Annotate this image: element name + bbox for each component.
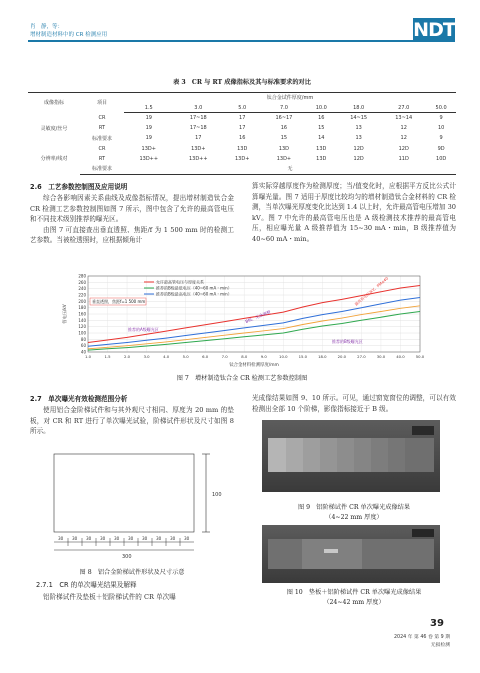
figure9-caption-line2: （4~22 mm 厚度） bbox=[325, 514, 383, 521]
x-tick-label: 2.0 bbox=[124, 354, 131, 359]
value-cell: 15 bbox=[318, 125, 325, 132]
section-2-6-heading: 2.6 工艺参数控制图及应用说明 bbox=[30, 183, 128, 191]
running-authors: 肖 静，等： bbox=[30, 24, 64, 30]
upper-annotation: 最高管电压/kV，PM≤40 bbox=[353, 275, 390, 307]
zone-b-lower-label: 推荐的B级曝光区 bbox=[332, 339, 363, 344]
item-cell: 标准要求 bbox=[80, 164, 124, 174]
figure10-caption-line2: （24~42 mm 厚度） bbox=[323, 599, 385, 606]
section-2-6-para1: 综合各影响因素关系曲线及成像指标情况，提出增材制造钛合金 CR 检测工艺参数控制图如图 7 所示，图中包含了允许的最高管电压和不同技术级别推荐的曝光区。 bbox=[30, 194, 234, 224]
merged-cell: 无 bbox=[124, 164, 456, 174]
y-tick-label: 100 bbox=[78, 330, 86, 336]
x-tick-label: 7.0 bbox=[221, 354, 228, 359]
value-cell: 16 bbox=[318, 115, 325, 122]
thickness-col: 5.0 bbox=[223, 103, 261, 113]
x-tick-label: 18.0 bbox=[318, 354, 327, 359]
value-cell: 13D bbox=[237, 145, 248, 152]
x-tick-label: 4.0 bbox=[163, 354, 170, 359]
value-cell: 9 bbox=[439, 135, 443, 142]
y-tick-label: 200 bbox=[78, 298, 86, 304]
value-cell: 12D bbox=[398, 145, 409, 152]
x-tick-label: 9.0 bbox=[260, 354, 267, 359]
item-cell: 标准要求 bbox=[91, 135, 112, 142]
running-title: 增材制造材料中的 CR 检测应用 bbox=[30, 32, 108, 38]
thickness-header: 钛合金试件厚度/mm bbox=[124, 93, 456, 103]
x-tick-label: 40.0 bbox=[396, 354, 405, 359]
thickness-col: 18.0 bbox=[336, 103, 381, 113]
x-tick-label: 5.0 bbox=[182, 354, 189, 359]
step-width-label: 30 bbox=[100, 536, 106, 541]
zone-b-label: B级，无余调整 bbox=[244, 309, 272, 324]
value-cell: 12D bbox=[353, 155, 364, 162]
indicator-cell: 灵敏度/丝号 bbox=[40, 125, 68, 132]
x-axis-label: 钛合金材料检测厚度/mm bbox=[229, 363, 279, 368]
y-tick-label: 280 bbox=[78, 273, 86, 279]
y-tick-label: 120 bbox=[78, 324, 86, 330]
x-tick-label: 15.0 bbox=[298, 354, 308, 359]
value-cell: 12 bbox=[400, 135, 407, 142]
y-tick-label: 180 bbox=[78, 305, 86, 311]
section-2-7-para-right: 光成像结果如图 9、10 所示。可见，通过窗宽窗位的调整，可以有效检测出全部 10 个阶梯，影像指标接近于 B 级。 bbox=[252, 394, 456, 413]
table-row bbox=[28, 113, 456, 123]
legend-label: 允许最高管电压与厚度关系 bbox=[156, 279, 204, 285]
section-2-7-heading: 2.7 单次曝光有效检测范围分析 bbox=[30, 395, 128, 403]
step-width-label: 30 bbox=[128, 536, 134, 541]
step-width-label: 30 bbox=[156, 536, 162, 541]
section-2-6-left bbox=[30, 193, 234, 246]
value-cell: 13D++ bbox=[139, 155, 159, 162]
figure9-radiograph bbox=[262, 420, 440, 492]
x-tick-label: 1.0 bbox=[84, 354, 92, 359]
value-cell: 15 bbox=[280, 135, 288, 142]
value-cell: 9D bbox=[437, 145, 445, 152]
legend-label: 推荐的B级最低电压（40~60 mA・min） bbox=[156, 285, 232, 291]
indicator-cell: 分辨率/线对 bbox=[40, 156, 68, 163]
step-width-label: 30 bbox=[86, 536, 92, 541]
y-tick-label: 220 bbox=[78, 292, 86, 298]
item-cell: RT bbox=[98, 125, 106, 132]
figure9-caption-line1: 图 9 铝阶梯试件 CR 单次曝光成像结果 bbox=[297, 504, 411, 511]
figure10-radiograph bbox=[262, 525, 440, 583]
value-cell: 19 bbox=[145, 115, 152, 122]
y-tick-label: 80 bbox=[80, 336, 86, 342]
value-cell: 10D bbox=[436, 155, 447, 162]
zone-a-label: 推荐的A级曝光区 bbox=[128, 327, 159, 332]
x-tick-label: 6.0 bbox=[202, 354, 209, 359]
thickness-col: 50.0 bbox=[426, 103, 456, 113]
section-2-6-para3: 算实际穿越厚度作为检测厚度；当/值变化时，应根据平方反比公式计算曝光量。图 7 适用于厚度比较均匀的增材制造钛合金材料的 CR 检测，当单次曝光厚度变化比达到 1.4 以上时，允许最高管电压增加 30 kV。图 7 中允许的最高管电压也是 A 级检测技术推荐的最高管电压，相应曝光量 A 级推荐值为 15~30 mA・min，B 级推荐值为 40~60 mA・min。 bbox=[252, 182, 456, 243]
value-cell: 16 bbox=[280, 125, 288, 132]
step-width-label: 30 bbox=[142, 536, 148, 541]
page-number: 39 bbox=[430, 618, 444, 629]
figure7-caption: 图 7 增材制造钛合金 CR 检测工艺参数控制图 bbox=[176, 375, 308, 382]
dim-height-label: 100 bbox=[212, 492, 222, 498]
value-cell: 14 bbox=[318, 135, 325, 142]
value-cell: 13D+ bbox=[191, 145, 206, 152]
table-row bbox=[28, 133, 456, 143]
value-cell: 13D+ bbox=[276, 155, 292, 162]
thickness-col: 7.0 bbox=[261, 103, 306, 113]
y-tick-label: 60 bbox=[80, 343, 86, 349]
value-cell: 17~18 bbox=[189, 125, 207, 132]
table-row bbox=[28, 164, 456, 174]
value-cell: 12D bbox=[353, 145, 364, 152]
value-cell: 16 bbox=[239, 135, 246, 142]
value-cell: 13D+ bbox=[141, 145, 156, 152]
x-tick-label: 8.0 bbox=[241, 354, 248, 359]
section-2-7-left bbox=[30, 405, 234, 437]
value-cell: 17 bbox=[195, 135, 202, 142]
table3 bbox=[28, 92, 456, 175]
value-cell: 13D bbox=[316, 145, 327, 152]
step-width-label: 30 bbox=[114, 536, 120, 541]
step-width-label: 30 bbox=[58, 536, 64, 541]
value-cell: 16~17 bbox=[275, 115, 293, 122]
section-2-7-1-text bbox=[30, 592, 234, 603]
value-cell: 13~14 bbox=[395, 115, 413, 122]
step-width-label: 30 bbox=[72, 536, 78, 541]
table3-caption: 表 3 CR 与 RT 成像指标及其与标准要求的对比 bbox=[173, 79, 311, 86]
item-cell: RT bbox=[98, 155, 106, 162]
value-cell: 17 bbox=[239, 125, 246, 132]
step-block-outline bbox=[54, 454, 194, 532]
y-tick-label: 260 bbox=[78, 279, 86, 285]
value-cell: 19 bbox=[145, 135, 152, 142]
figure8-caption: 图 8 铝合金阶梯试件形状及尺寸示意 bbox=[79, 569, 185, 576]
value-cell: 13D bbox=[278, 145, 290, 152]
header-rule bbox=[28, 40, 413, 42]
y-axis-label: 管电压/kV bbox=[62, 304, 67, 324]
value-cell: 14~15 bbox=[350, 115, 368, 122]
focal-annotation: 垂直透照，焦距f=1 500 mm bbox=[92, 299, 146, 304]
x-tick-label: 10.0 bbox=[279, 354, 288, 359]
x-tick-label: 3.0 bbox=[143, 354, 150, 359]
y-tick-label: 240 bbox=[78, 286, 86, 292]
value-cell: 17~18 bbox=[189, 115, 207, 122]
section-2-7-right bbox=[252, 393, 456, 414]
section-2-6-right bbox=[252, 181, 456, 245]
thickness-col: 10.0 bbox=[306, 103, 336, 113]
value-cell: 13D+ bbox=[235, 155, 250, 162]
y-tick-label: 140 bbox=[78, 317, 86, 323]
step-width-label: 30 bbox=[170, 536, 176, 541]
table-row bbox=[28, 123, 456, 133]
value-cell: 9 bbox=[439, 115, 443, 122]
thickness-col: 3.0 bbox=[174, 103, 224, 113]
footer-issue: 2024 年 第 46 卷 第 9 期 bbox=[393, 635, 450, 640]
x-tick-label: 27.0 bbox=[357, 354, 366, 359]
step-width-label: 30 bbox=[184, 536, 190, 541]
item-cell: CR bbox=[98, 114, 106, 121]
figure7-chart bbox=[60, 272, 425, 370]
x-tick-label: 30.0 bbox=[376, 354, 386, 359]
thickness-col: 1.5 bbox=[124, 103, 174, 113]
value-cell: 19 bbox=[145, 125, 152, 132]
value-cell: 13D bbox=[316, 155, 327, 162]
x-tick-label: 20.0 bbox=[337, 354, 347, 359]
table-row bbox=[28, 143, 456, 153]
table-row bbox=[28, 154, 456, 164]
section-2-7-para1: 使用铝合金阶梯试件和与其外观尺寸相同、厚度为 20 mm 的垫板，对 CR 和 RT 进行了单次曝光试验，阶梯试件形状及尺寸如图 8 所示。 bbox=[30, 406, 234, 436]
value-cell: 10 bbox=[437, 125, 445, 132]
value-cell: 11D bbox=[398, 155, 409, 162]
figure8-drawing bbox=[36, 446, 236, 566]
col-indicator: 成像指标 bbox=[28, 93, 80, 113]
value-cell: 17 bbox=[239, 115, 246, 122]
value-cell: 12 bbox=[400, 125, 407, 132]
x-tick-label: 1.5 bbox=[104, 354, 111, 359]
value-cell: 13 bbox=[355, 125, 362, 132]
value-cell: 13 bbox=[355, 135, 362, 142]
y-tick-label: 160 bbox=[78, 311, 86, 317]
thickness-col: 27.0 bbox=[381, 103, 426, 113]
figure10-caption-line1: 图 10 垫板＋铝阶梯试件 CR 单次曝光成像结果 bbox=[286, 589, 422, 596]
section-2-7-para2: 铝阶梯试件及垫板＋铝阶梯试件的 CR 单次曝 bbox=[43, 593, 176, 601]
col-item: 项目 bbox=[80, 93, 124, 113]
table3-body bbox=[28, 113, 456, 174]
section-2-6-para2: 由图 7 可直接查出垂直透照、焦距/f 为 1 500 mm 时的检测工艺参数。当被检透照时，应根据倾角计 bbox=[30, 225, 234, 245]
item-cell: CR bbox=[98, 145, 106, 152]
logo-letters: NDT bbox=[413, 19, 455, 41]
footer-journal: 无损检测 bbox=[430, 643, 450, 648]
section-2-7-1-heading: 2.7.1 CR 的单次曝光结果及解释 bbox=[36, 581, 137, 589]
journal-logo bbox=[413, 18, 455, 42]
value-cell: 13D++ bbox=[188, 155, 208, 162]
y-tick-label: 40 bbox=[80, 349, 86, 355]
dim-width-label: 300 bbox=[122, 554, 132, 560]
legend-label: 推荐的B级最高电压（40~60 mA・min） bbox=[156, 291, 232, 297]
x-tick-label: 50.0 bbox=[415, 354, 425, 359]
